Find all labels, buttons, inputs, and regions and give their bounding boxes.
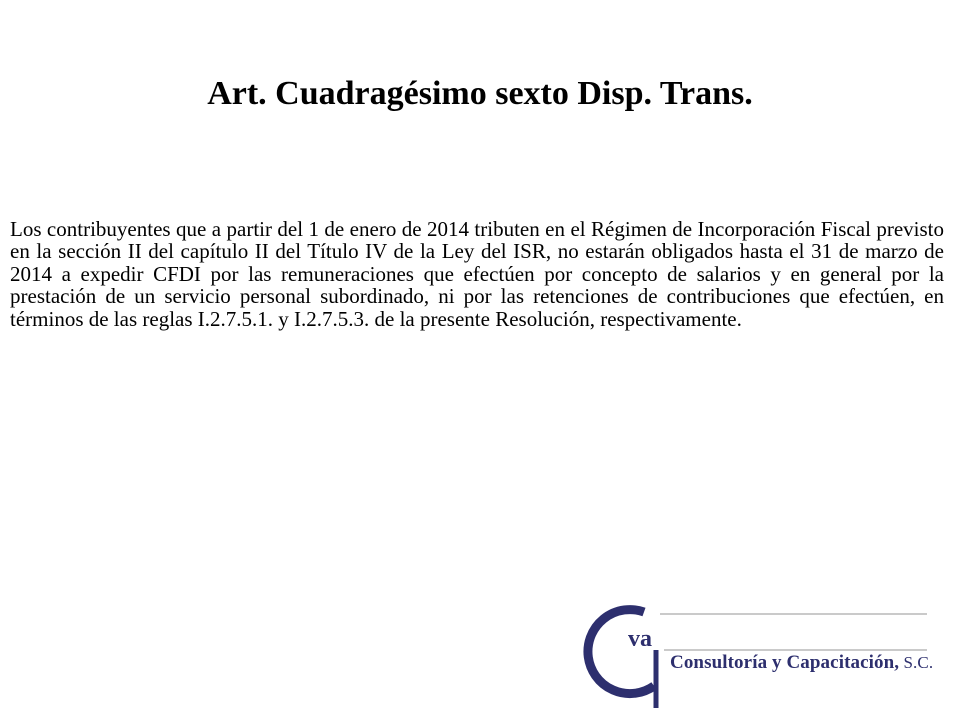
logo-company-name [670, 652, 933, 674]
logo-company-name-text: Consultoría y Capacitación, [670, 652, 900, 673]
logo-mark-letters [626, 624, 666, 654]
logo-mark-text: va [628, 626, 652, 652]
logo-company-suffix: S.C. [899, 653, 934, 672]
slide-body-paragraph: Los contribuyentes que a partir del 1 de enero de 2014 tributen en el Régimen de Incorporación Fiscal previsto en la sección II del capítulo II del Título IV de la Ley del ISR, no estarán obligados hasta el 31 de marzo de 2014 a expedir CFDI por las remuneraciones que efectúen por concepto de salarios y en general por la prestación de un servicio personal subordinado, ni por las retenciones de contribuciones que efectúen, en términos de las reglas I.2.7.5.1. y I.2.7.5.3. de la presente Resolución, respectivamente. [10, 217, 944, 331]
company-logo [582, 600, 934, 710]
slide-title: Art. Cuadragésimo sexto Disp. Trans. [207, 75, 753, 112]
